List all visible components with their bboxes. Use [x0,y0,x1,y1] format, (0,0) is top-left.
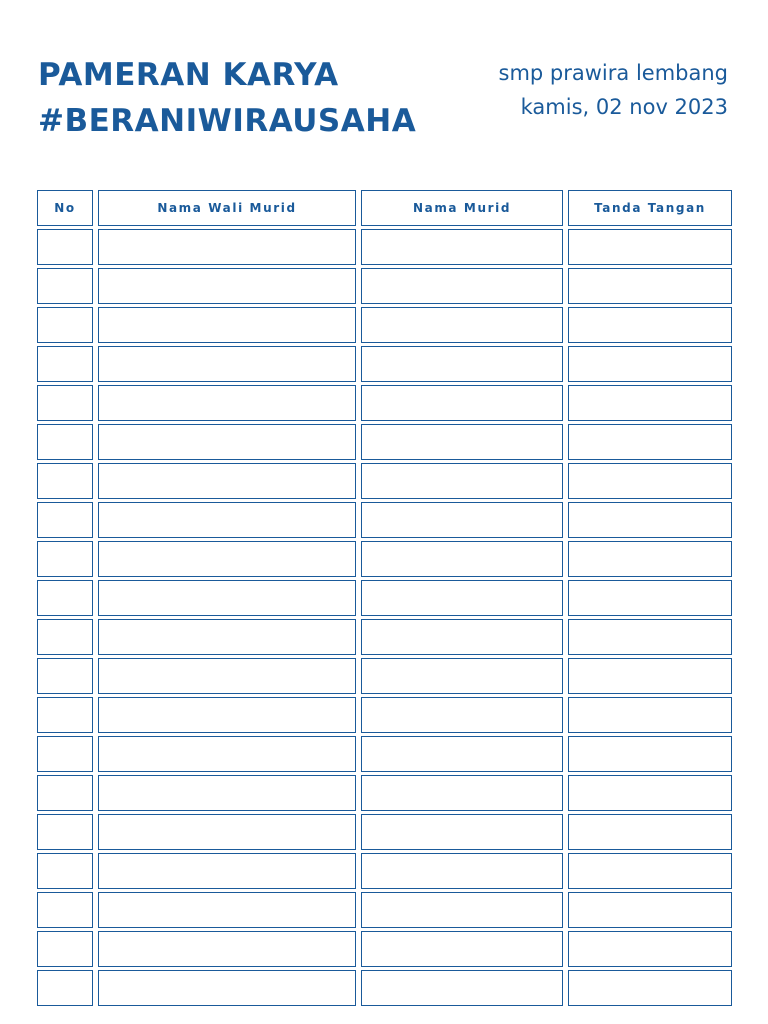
table-row [37,892,732,928]
table-row [37,307,732,343]
cell-parent-name[interactable] [98,658,356,694]
attendance-table [37,190,732,1009]
cell-student-name[interactable] [361,814,563,850]
cell-parent-name[interactable] [98,502,356,538]
cell-signature[interactable] [568,736,732,772]
cell-no[interactable] [37,853,93,889]
cell-student-name[interactable] [361,931,563,967]
header-cell-parent-name [98,190,356,226]
cell-signature[interactable] [568,346,732,382]
cell-student-name[interactable] [361,268,563,304]
cell-signature[interactable] [568,307,732,343]
cell-parent-name[interactable] [98,541,356,577]
page-hashtag: #BERANIWIRAUSAHA [38,103,417,139]
cell-parent-name[interactable] [98,346,356,382]
cell-no[interactable] [37,307,93,343]
cell-no[interactable] [37,580,93,616]
table-row [37,385,732,421]
cell-signature[interactable] [568,970,732,1006]
header-label-no: No [54,201,76,215]
cell-parent-name[interactable] [98,424,356,460]
cell-parent-name[interactable] [98,892,356,928]
table-row [37,502,732,538]
cell-student-name[interactable] [361,775,563,811]
cell-signature[interactable] [568,424,732,460]
cell-student-name[interactable] [361,580,563,616]
header-cell-student-name [361,190,563,226]
table-row [37,814,732,850]
cell-parent-name[interactable] [98,229,356,265]
cell-student-name[interactable] [361,229,563,265]
meta-block [499,56,728,124]
cell-parent-name[interactable] [98,775,356,811]
table-row [37,346,732,382]
table-row [37,853,732,889]
cell-student-name[interactable] [361,970,563,1006]
cell-no[interactable] [37,385,93,421]
cell-student-name[interactable] [361,346,563,382]
cell-parent-name[interactable] [98,853,356,889]
cell-signature[interactable] [568,775,732,811]
cell-student-name[interactable] [361,424,563,460]
table-row [37,736,732,772]
cell-signature[interactable] [568,541,732,577]
cell-no[interactable] [37,229,93,265]
cell-signature[interactable] [568,268,732,304]
cell-parent-name[interactable] [98,970,356,1006]
cell-student-name[interactable] [361,307,563,343]
cell-no[interactable] [37,268,93,304]
table-row [37,970,732,1006]
header-cell-no [37,190,93,226]
cell-parent-name[interactable] [98,385,356,421]
cell-signature[interactable] [568,502,732,538]
page-title: PAMERAN KARYA [38,57,339,93]
cell-no[interactable] [37,658,93,694]
table-row [37,697,732,733]
header-cell-signature [568,190,732,226]
cell-student-name[interactable] [361,619,563,655]
cell-student-name[interactable] [361,502,563,538]
cell-no[interactable] [37,463,93,499]
cell-parent-name[interactable] [98,307,356,343]
cell-parent-name[interactable] [98,814,356,850]
cell-no[interactable] [37,814,93,850]
table-row [37,775,732,811]
cell-parent-name[interactable] [98,580,356,616]
cell-parent-name[interactable] [98,736,356,772]
cell-parent-name[interactable] [98,619,356,655]
cell-parent-name[interactable] [98,931,356,967]
cell-signature[interactable] [568,931,732,967]
cell-no[interactable] [37,619,93,655]
cell-no[interactable] [37,892,93,928]
cell-signature[interactable] [568,658,732,694]
title-block [38,52,416,144]
cell-student-name[interactable] [361,541,563,577]
cell-signature[interactable] [568,229,732,265]
event-date: kamis, 02 nov 2023 [520,95,728,119]
table-row [37,541,732,577]
table-header-row [37,190,732,226]
cell-signature[interactable] [568,697,732,733]
cell-student-name[interactable] [361,385,563,421]
school-name: smp prawira lembang [498,61,728,85]
cell-signature[interactable] [568,892,732,928]
cell-signature[interactable] [568,814,732,850]
cell-no[interactable] [37,775,93,811]
cell-parent-name[interactable] [98,268,356,304]
table-row [37,619,732,655]
cell-student-name[interactable] [361,892,563,928]
cell-no[interactable] [37,541,93,577]
header-label-student-name: Nama Murid [412,201,512,215]
cell-signature[interactable] [568,463,732,499]
table-row [37,463,732,499]
table-row [37,424,732,460]
cell-student-name[interactable] [361,736,563,772]
table-row [37,931,732,967]
cell-signature[interactable] [568,580,732,616]
header-label-parent-name: Nama Wali Murid [157,201,297,215]
cell-no[interactable] [37,736,93,772]
table-row [37,580,732,616]
cell-student-name[interactable] [361,658,563,694]
cell-no[interactable] [37,697,93,733]
cell-signature[interactable] [568,853,732,889]
cell-signature[interactable] [568,385,732,421]
cell-no[interactable] [37,970,93,1006]
cell-no[interactable] [37,346,93,382]
header-label-signature: Tanda Tangan [594,201,706,215]
cell-no[interactable] [37,424,93,460]
table-row [37,658,732,694]
cell-parent-name[interactable] [98,697,356,733]
table-row [37,268,732,304]
cell-student-name[interactable] [361,463,563,499]
cell-no[interactable] [37,931,93,967]
cell-student-name[interactable] [361,853,563,889]
table-row [37,229,732,265]
cell-student-name[interactable] [361,697,563,733]
cell-parent-name[interactable] [98,463,356,499]
cell-no[interactable] [37,502,93,538]
cell-signature[interactable] [568,619,732,655]
